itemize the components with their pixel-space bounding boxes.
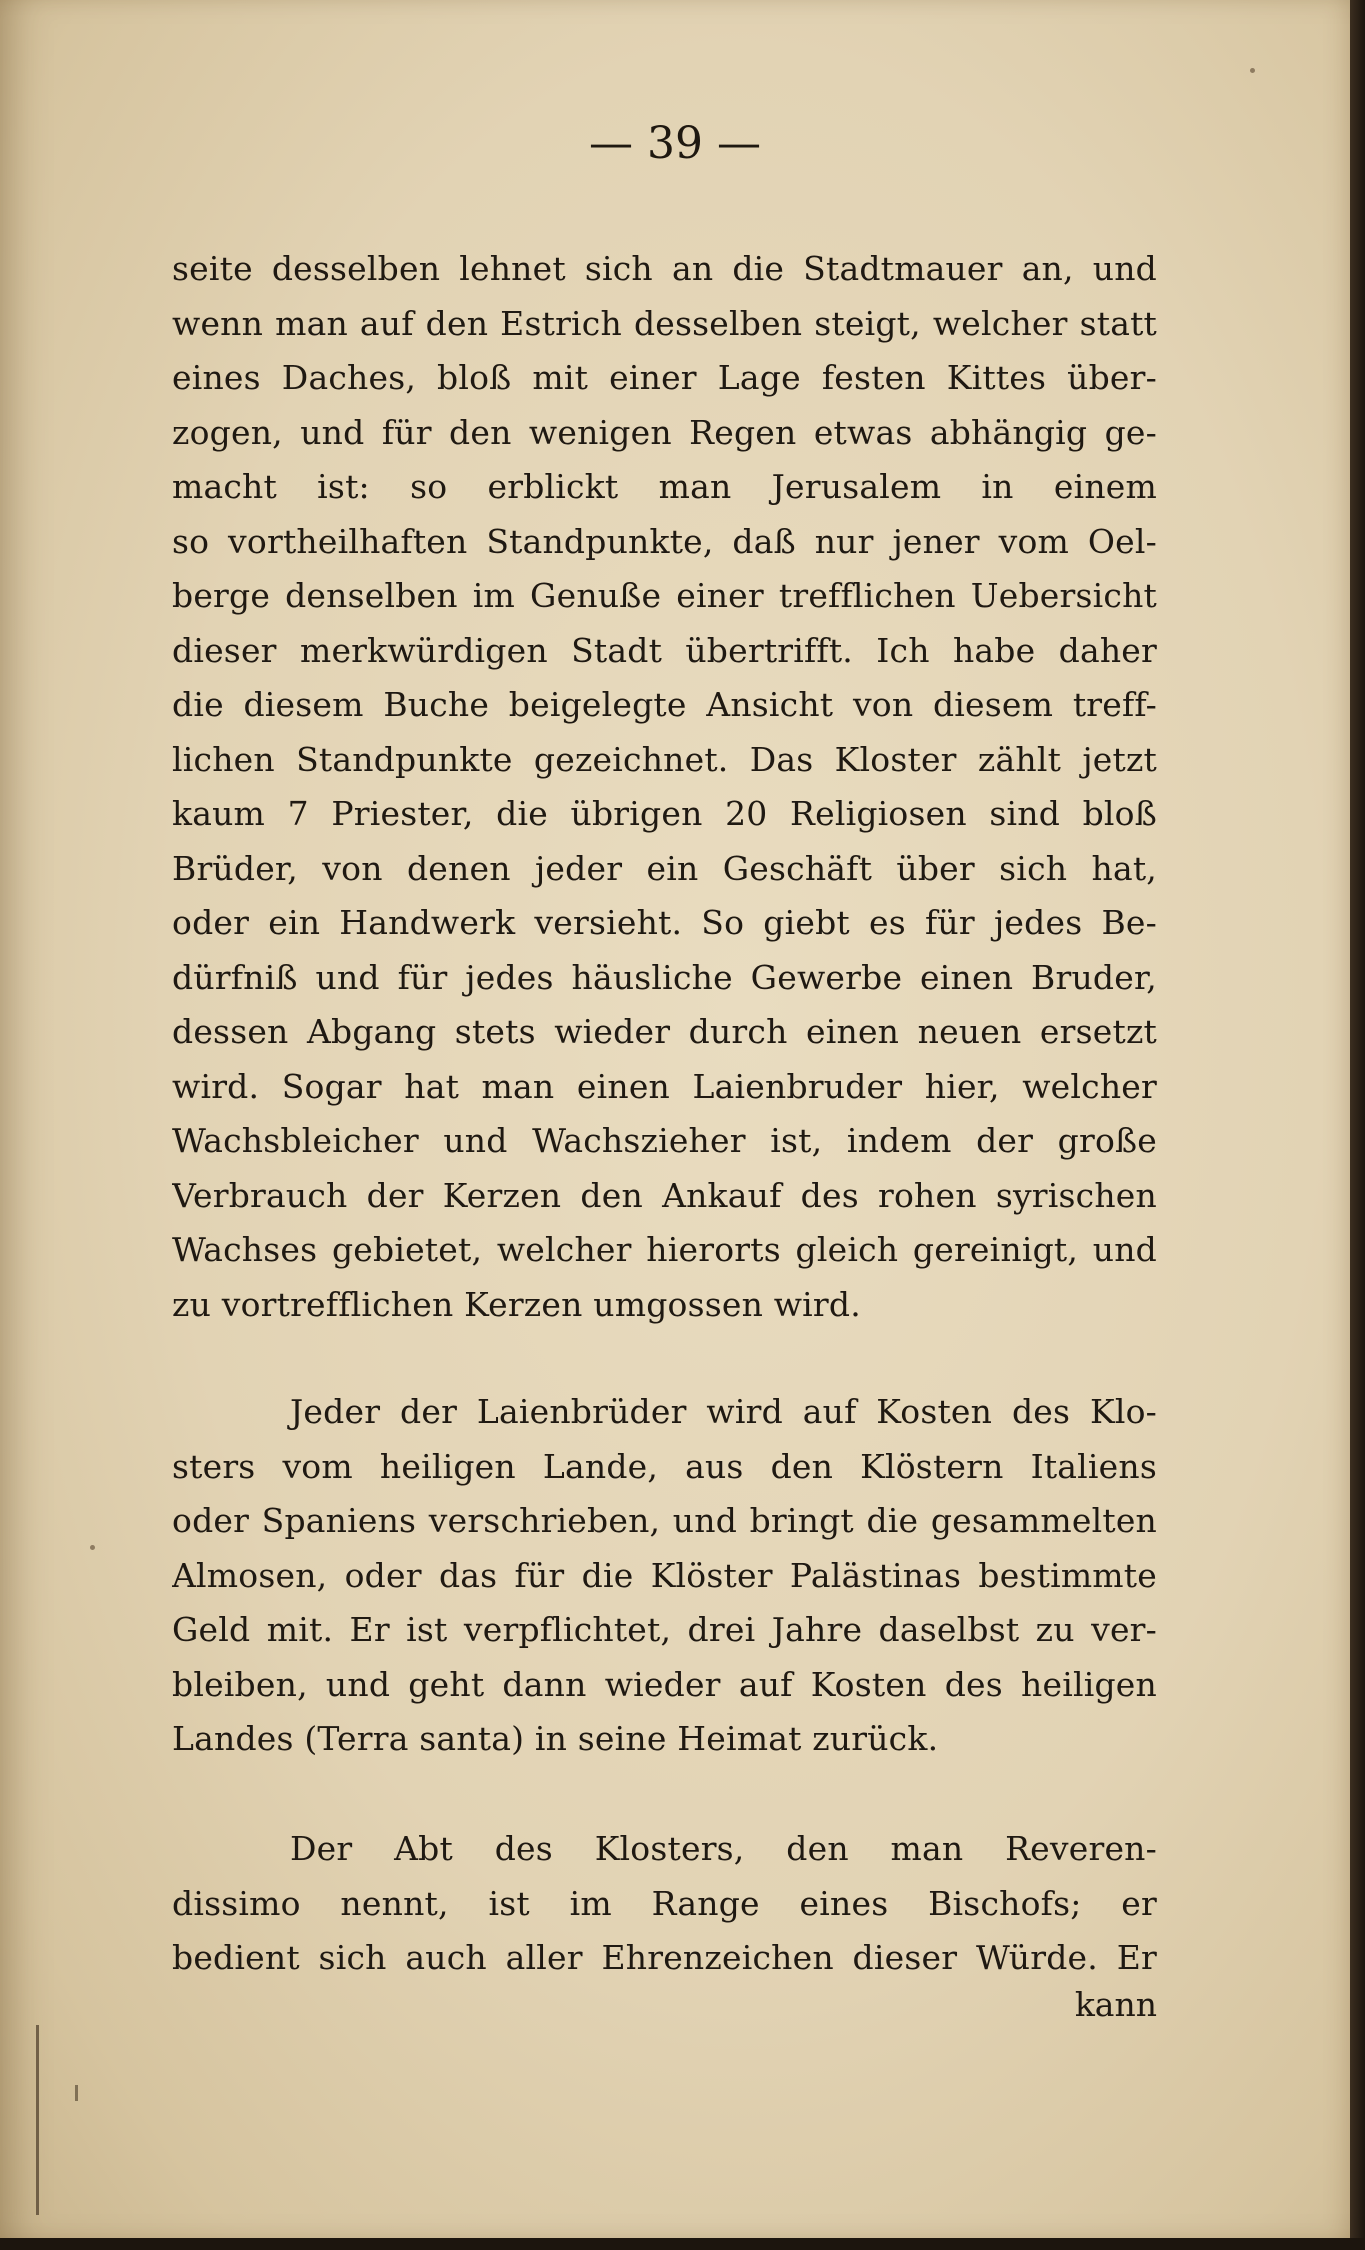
text-line: berge denselben im Genuße einer trefflichen Uebersicht <box>172 576 1157 615</box>
paper-speck <box>90 1545 95 1550</box>
text-line: bleiben, und geht dann wieder auf Kosten des heiligen <box>172 1664 1157 1704</box>
text-line: die diesem Buche beigelegte Ansicht von diesem treff- <box>172 685 1157 724</box>
gutter-mark <box>75 2085 78 2101</box>
text-line: Almosen, oder das für die Klöster Palästinas bestimmte <box>172 1555 1157 1595</box>
text-line: oder ein Handwerk versieht. So giebt es für jedes Be- <box>172 903 1157 942</box>
text-line: dürfniß und für jedes häusliche Gewerbe einen Bruder, <box>172 957 1157 997</box>
text-line: oder Spaniens verschrieben, und bringt die gesammelten <box>172 1501 1157 1540</box>
paragraph-2 <box>172 1385 1157 1767</box>
text-line: lichen Standpunkte gezeichnet. Das Kloster zählt jetzt <box>172 739 1157 779</box>
text-line: seite desselben lehnet sich an die Stadtmauer an, und <box>172 249 1157 288</box>
text-line: eines Daches, bloß mit einer Lage festen Kittes über- <box>172 358 1157 397</box>
text-line-last: Landes (Terra santa) in seine Heimat zurück. <box>172 1719 939 1758</box>
text-line: dieser merkwürdigen Stadt übertrifft. Ich habe daher <box>172 630 1157 670</box>
paper-speck <box>1250 68 1255 73</box>
text-line: Brüder, von denen jeder ein Geschäft über sich hat, <box>172 848 1157 888</box>
text-line: wird. Sogar hat man einen Laienbruder hier, welcher <box>172 1066 1157 1106</box>
text-line: Wachses gebietet, welcher hierorts gleich gereinigt, und <box>172 1230 1157 1269</box>
text-line: Wachsbleicher und Wachszieher ist, indem der große <box>172 1121 1157 1160</box>
gutter-mark <box>36 2025 39 2215</box>
page-edge <box>1350 0 1365 2250</box>
text-line: dissimo nennt, ist im Range eines Bischofs; er <box>172 1883 1157 1923</box>
paragraph-3 <box>172 1822 1157 1986</box>
text-line-last: zu vortrefflichen Kerzen umgossen wird. <box>172 1284 861 1324</box>
catchword: kann <box>1074 1985 1157 2024</box>
text-line: bedient sich auch aller Ehrenzeichen dieser Würde. Er <box>172 1938 1157 1977</box>
text-line: kaum 7 Priester, die übrigen 20 Religiosen sind bloß <box>172 794 1157 833</box>
text-line: dessen Abgang stets wieder durch einen neuen ersetzt <box>172 1012 1157 1051</box>
text-line: zogen, und für den wenigen Regen etwas abhängig ge- <box>172 412 1157 452</box>
text-line: Jeder der Laienbrüder wird auf Kosten des Klo- <box>290 1392 1157 1431</box>
text-line: Geld mit. Er ist verpflichtet, drei Jahre daselbst zu ver- <box>172 1610 1157 1649</box>
text-line: so vortheilhaften Standpunkte, daß nur jener vom Oel- <box>172 521 1157 561</box>
text-line: sters vom heiligen Lande, aus den Klöstern Italiens <box>172 1446 1157 1486</box>
text-line: wenn man auf den Estrich desselben steigt, welcher statt <box>172 303 1157 343</box>
paragraph-1 <box>172 242 1157 1332</box>
text-line: macht ist: so erblickt man Jerusalem in einem <box>172 467 1157 506</box>
page-edge <box>0 2238 1365 2250</box>
page-number: — 39 — <box>589 118 761 169</box>
text-line: Der Abt des Klosters, den man Reveren- <box>290 1829 1157 1868</box>
text-line: Verbrauch der Kerzen den Ankauf des rohen syrischen <box>172 1175 1157 1215</box>
